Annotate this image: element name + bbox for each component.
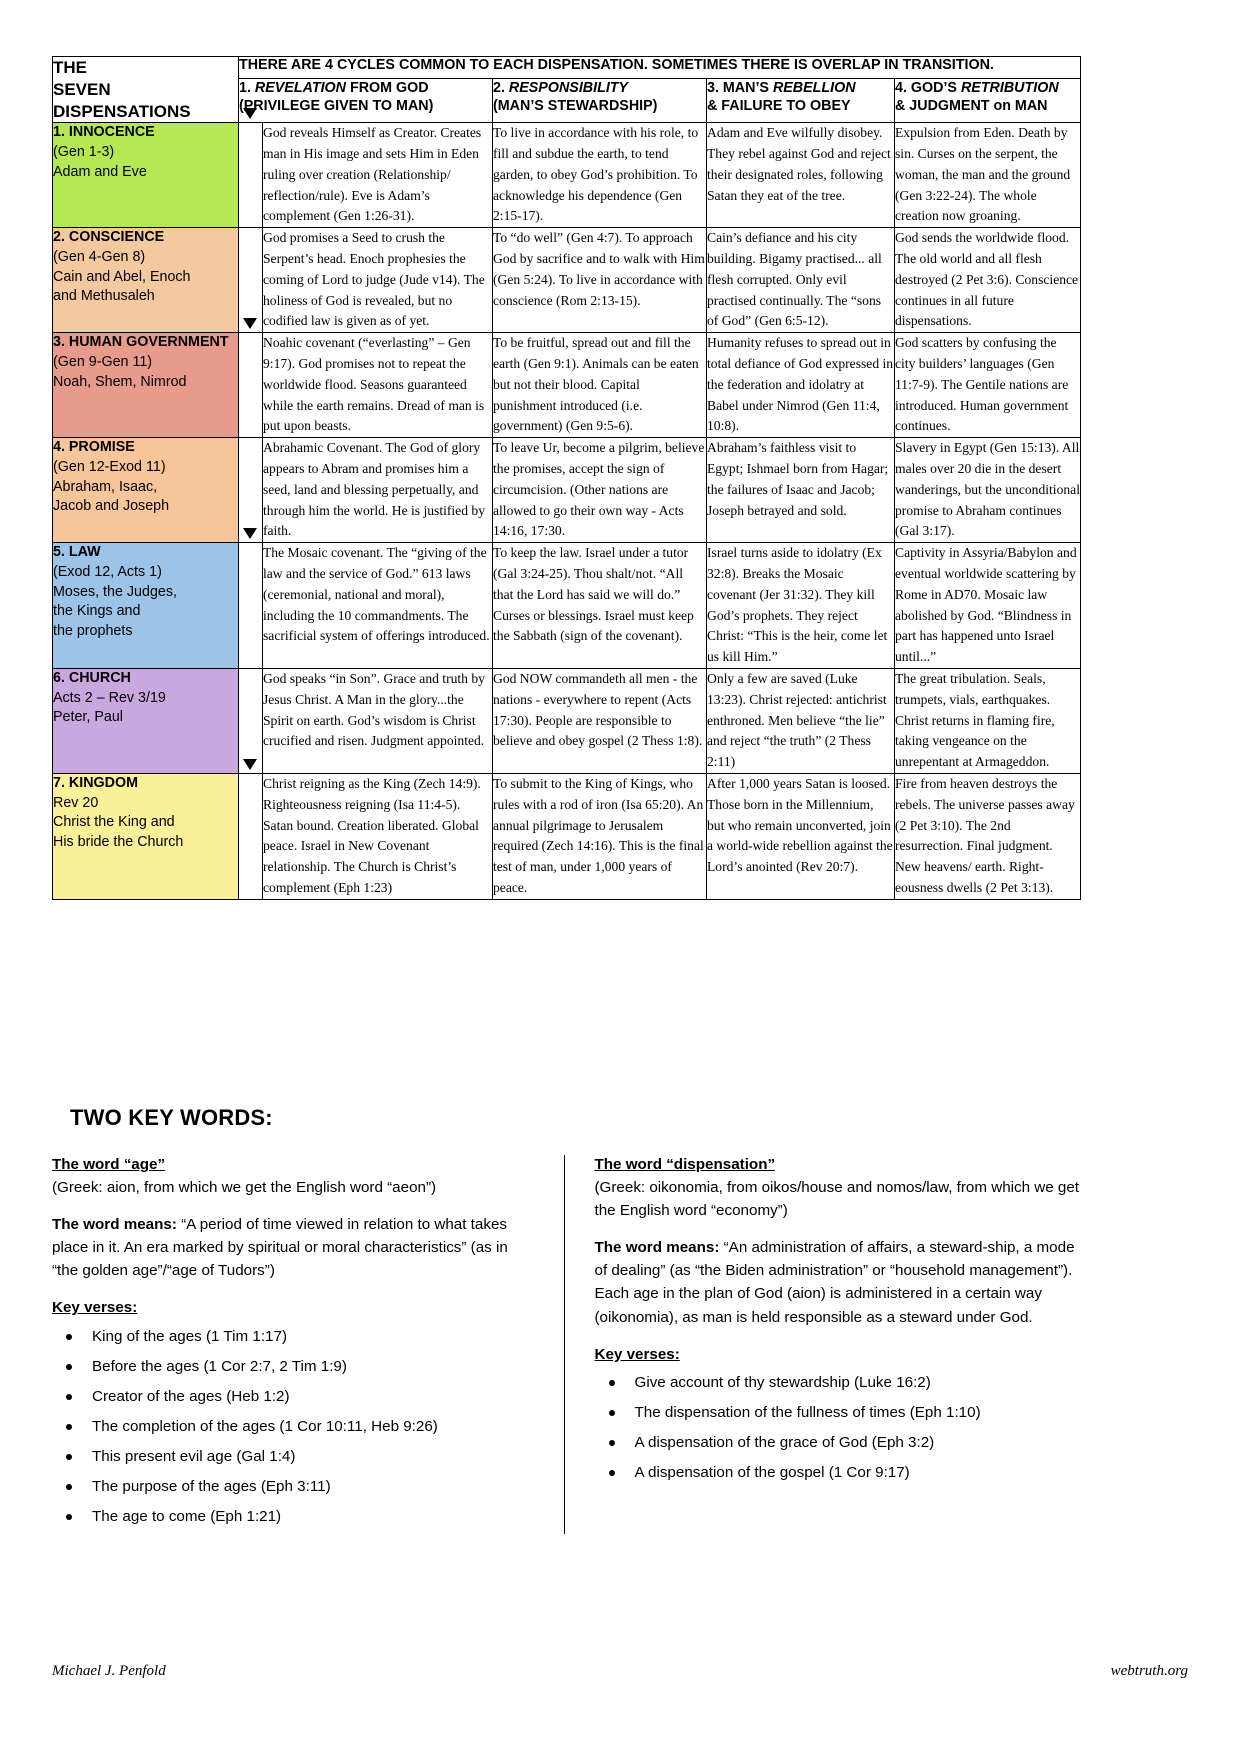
dispensation-verse-item: Give account of thy stewardship (Luke 16:2) bbox=[595, 1372, 1081, 1394]
cycle-2-cell: To submit to the King of Kings, who rules with a rod of iron (Isa 65:20). An annual pilgrimage to Jerusalem required (Zech 14:16). This is the final test of man, under 1,000 years of peace. bbox=[493, 773, 707, 899]
dispensation-means-text: “An administration of affairs, a steward-ship, a mode of dealing” (as “the Biden administration” or “household management”). Each age in the plan of God (aion) is administered in a certain way (oikonomia), as man is held responsible as a steward under God. bbox=[594, 1239, 1075, 1326]
author-name: Michael J. Penfold bbox=[52, 1663, 166, 1679]
dispensation-detail: Christ the King and bbox=[53, 814, 175, 831]
dispensation-detail: Noah, Shem, Nimrod bbox=[53, 373, 187, 390]
dispensation-word-heading: The word “dispensation” bbox=[594, 1156, 776, 1173]
age-means-text: “A period of time viewed in relation to what takes place in it. An era marked by spiritual or moral characteristics” (as in “the golden age”/“age of Tudors”) bbox=[52, 1216, 508, 1280]
age-verse-item: The completion of the ages (1 Cor 10:11, Heb 9:26) bbox=[52, 1416, 538, 1438]
cycle-4-cell: Fire from heaven destroys the rebels. The universe passes away (2 Pet 3:10). The 2nd resurrection. Final judgment. New heavens/ earth. Right-eousness dwells (2 Pet 3:13). bbox=[895, 773, 1081, 899]
cycle-4-cell: The great tribulation. Seals, trumpets, vials, earthquakes. Christ returns in flaming fire, taking vengeance on the unrepentant at Armageddon. bbox=[895, 668, 1081, 773]
age-word-heading: The word “age” bbox=[52, 1156, 166, 1173]
chart-title-cell bbox=[53, 57, 239, 123]
table-header-row bbox=[53, 57, 1081, 79]
dispensation-detail: (Exod 12, Acts 1) bbox=[53, 563, 162, 580]
dispensation-detail: the prophets bbox=[53, 623, 133, 640]
dispensation-means-label: The word means: bbox=[594, 1239, 720, 1257]
page-footer bbox=[52, 1663, 1188, 1680]
dispensation-detail: (Gen 4-Gen 8) bbox=[53, 248, 146, 265]
transition-arrow-cell bbox=[239, 123, 263, 228]
dispensation-verse-item: A dispensation of the gospel (1 Cor 9:17) bbox=[595, 1462, 1081, 1484]
cycle-2-cell: To be fruitful, spread out and fill the earth (Gen 9:1). Animals can be eaten but not their blood. Capital punishment introduced (i.e. government) (Gen 9:5-6). bbox=[493, 333, 707, 438]
age-key-verses-list bbox=[52, 1326, 538, 1528]
dispensation-detail: Acts 2 – Rev 3/19 bbox=[53, 689, 166, 706]
dispensation-name: 1. INNOCENCE bbox=[53, 124, 155, 141]
age-verse-item: This present evil age (Gal 1:4) bbox=[52, 1446, 538, 1468]
dispensation-key-verses-list bbox=[595, 1372, 1081, 1484]
cycle-2-cell: To keep the law. Israel under a tutor (Gal 3:24-25). Thou shalt/not. “All that the Lord has said we will do.” Curses or blessings. Israel must keep the Sabbath (sign of the covenant). bbox=[493, 543, 707, 669]
dispensation-row bbox=[53, 773, 1081, 899]
dispensation-detail: Jacob and Joseph bbox=[53, 498, 170, 515]
dispensation-row bbox=[53, 543, 1081, 669]
cycle-1-cell: God promises a Seed to crush the Serpent’s head. Enoch prophesies the coming of Lord to judge (Jude v14). The holiness of God is revealed, but no codified law is given as of yet. bbox=[263, 228, 493, 333]
dispensation-name-cell bbox=[53, 543, 239, 669]
cycle-1-cell: Abrahamic Covenant. The God of glory appears to Abram and promises him a seed, land and blessing perpetually, and through him the world. He is justified by faith. bbox=[263, 438, 493, 543]
chart-title-line: DISPENSATIONS bbox=[53, 101, 191, 121]
dispensation-row bbox=[53, 668, 1081, 773]
dispensation-row bbox=[53, 123, 1081, 228]
dispensation-name-cell bbox=[53, 228, 239, 333]
cycle-3-cell: Israel turns aside to idolatry (Ex 32:8). Breaks the Mosaic covenant (Jer 31:32). They kill God’s prophets. They reject Christ: “This is the heir, come let us kill Him.” bbox=[707, 543, 895, 669]
dispensation-detail: (Gen 1-3) bbox=[53, 143, 115, 160]
dispensation-name-cell bbox=[53, 123, 239, 228]
age-etymology: (Greek: aion, from which we get the English word “aeon”) bbox=[52, 1179, 437, 1197]
cycle-3-cell: After 1,000 years Satan is loosed. Those born in the Millennium, but who remain unconverted, join a world-wide rebellion against the Lord’s anointed (Rev 20:7). bbox=[707, 773, 895, 899]
dispensation-name: 4. PROMISE bbox=[53, 439, 135, 456]
dispensation-row bbox=[53, 228, 1081, 333]
age-meaning bbox=[52, 1213, 538, 1282]
dispensation-detail: and Methusaleh bbox=[53, 288, 155, 305]
dispensation-detail: Abraham, Isaac, bbox=[53, 478, 158, 495]
cycle-2-cell: To live in accordance with his role, to fill and subdue the earth, to tend garden, to obey God’s prohibition. To acknowledge his dependence (Gen 2:15-17). bbox=[493, 123, 707, 228]
dispensation-meaning bbox=[595, 1236, 1081, 1328]
cycle-header-2: 2. RESPONSIBILITY (MAN’S STEWARDSHIP) bbox=[493, 78, 707, 122]
age-verse-item: King of the ages (1 Tim 1:17) bbox=[52, 1326, 538, 1348]
cycle-header-3: 3. MAN’S REBELLION & FAILURE TO OBEY bbox=[707, 78, 895, 122]
cycle-3-cell: Cain’s defiance and his city building. Bigamy practised... all flesh corrupted. Only evil practised continually. The “sons of God” (Gen 6:5-12). bbox=[707, 228, 895, 333]
dispensation-name-cell bbox=[53, 773, 239, 899]
chart-title-line: THE bbox=[53, 58, 87, 77]
dispensation-detail: Peter, Paul bbox=[53, 709, 123, 726]
dispensation-detail: Cain and Abel, Enoch bbox=[53, 268, 191, 285]
transition-arrow-cell bbox=[239, 333, 263, 438]
dispensation-detail: His bride the Church bbox=[53, 834, 184, 851]
age-verse-item: Before the ages (1 Cor 2:7, 2 Tim 1:9) bbox=[52, 1356, 538, 1378]
key-word-age-column bbox=[52, 1153, 564, 1536]
dispensation-name: 2. CONSCIENCE bbox=[53, 229, 165, 246]
dispensation-detail: (Gen 12-Exod 11) bbox=[53, 458, 166, 475]
cycle-3-cell: Humanity refuses to spread out in total defiance of God expressed in the federation and idolatry at Babel under Nimrod (Gen 11:4, 10:8). bbox=[707, 333, 895, 438]
dispensation-detail: Moses, the Judges, bbox=[53, 583, 177, 600]
cycle-2-cell: To leave Ur, become a pilgrim, believe the promises, accept the sign of circumcision. (Other nations are allowed to go their own way - Acts 14:16, 17:30. bbox=[493, 438, 707, 543]
cycle-3-cell: Adam and Eve wilfully disobey. They rebel against God and reject their designated roles, following Satan they eat of the tree. bbox=[707, 123, 895, 228]
cycle-4-cell: Slavery in Egypt (Gen 15:13). All males over 20 die in the desert wanderings, but the unconditional promise to Abraham continues (Gal 3:17). bbox=[895, 438, 1081, 543]
age-verse-item: The age to come (Eph 1:21) bbox=[52, 1506, 538, 1528]
dispensation-verse-item: The dispensation of the fullness of times (Eph 1:10) bbox=[595, 1402, 1081, 1424]
cycle-header-1: 1. REVELATION FROM GOD (PRIVILEGE GIVEN TO MAN) bbox=[239, 78, 493, 122]
cycle-2-cell: God NOW commandeth all men - the nations - everywhere to repent (Acts 17:30). People are responsible to believe and obey gospel (2 Thess 1:8). bbox=[493, 668, 707, 773]
dispensation-name: 5. LAW bbox=[53, 544, 101, 561]
dispensation-name: 3. HUMAN GOVERNMENT bbox=[53, 334, 229, 351]
cycle-4-cell: Expulsion from Eden. Death by sin. Curses on the serpent, the woman, the man and the ground (Gen 3:22-24). The whole creation now groaning. bbox=[895, 123, 1081, 228]
cycle-3-cell: Abraham’s faithless visit to Egypt; Ishmael born from Hagar; the failures of Isaac and Jacob; Joseph betrayed and sold. bbox=[707, 438, 895, 543]
dispensation-detail: Rev 20 bbox=[53, 794, 99, 811]
two-key-words-section bbox=[52, 1105, 1080, 1536]
cycle-4-cell: Captivity in Assyria/Babylon and eventual worldwide scattering by Rome in AD70. Mosaic law abolished by God. “Blindness in part has happened unto Israel until...” bbox=[895, 543, 1081, 669]
dispensation-row bbox=[53, 438, 1081, 543]
cycle-3-cell: Only a few are saved (Luke 13:23). Christ rejected: antichrist enthroned. Men believe “the lie” and reject “the truth” (2 Thess 2:11) bbox=[707, 668, 895, 773]
seven-dispensations-table bbox=[52, 56, 1081, 900]
cycle-1-cell: Noahic covenant (“everlasting” – Gen 9:17). God promises not to repeat the worldwide flood. Seasons guaranteed while the earth remains. Dread of man is put upon beasts. bbox=[263, 333, 493, 438]
age-verse-item: Creator of the ages (Heb 1:2) bbox=[52, 1386, 538, 1408]
dispensation-detail: Adam and Eve bbox=[53, 163, 147, 180]
cycle-1-cell: The Mosaic covenant. The “giving of the law and the service of God.” 613 laws (ceremonial, national and moral), including the 10 commandments. The sacrificial system of offerings introduced. bbox=[263, 543, 493, 669]
two-key-words-heading: TWO KEY WORDS: bbox=[70, 1105, 273, 1130]
cycle-1-cell: Christ reigning as the King (Zech 14:9). Righteousness reigning (Isa 11:4-5). Satan bound. Creation liberated. Global peace. Israel in New Covenant relationship. The Church is Christ’s complement (Eph 1:23) bbox=[263, 773, 493, 899]
transition-arrow-cell bbox=[239, 668, 263, 773]
cycle-4-cell: God scatters by confusing the city builders’ languages (Gen 11:7-9). The Gentile nations are introduced. Human government continues. bbox=[895, 333, 1081, 438]
website-name: webtruth.org bbox=[1110, 1663, 1188, 1679]
dispensation-name: 6. CHURCH bbox=[53, 669, 131, 686]
key-word-dispensation-column bbox=[565, 1153, 1081, 1536]
transition-arrow-cell bbox=[239, 773, 263, 899]
transition-arrow-cell bbox=[239, 543, 263, 669]
dispensation-etymology: (Greek: oikonomia, from oikos/house and nomos/law, from which we get the English word “economy”) bbox=[594, 1179, 1080, 1220]
dispensations-chart bbox=[52, 56, 1080, 900]
cycle-header-4: 4. GOD’S RETRIBUTION & JUDGMENT on MAN bbox=[895, 78, 1081, 122]
dispensation-detail: the Kings and bbox=[53, 603, 141, 620]
cycle-1-cell: God speaks “in Son”. Grace and truth by Jesus Christ. A Man in the glory...the Spirit on earth. God’s wisdom is Christ crucified and risen. Judgment appointed. bbox=[263, 668, 493, 773]
transition-arrow-cell bbox=[239, 228, 263, 333]
cycle-2-cell: To “do well” (Gen 4:7). To approach God by sacrifice and to walk with Him (Gen 5:24). To live in accordance with conscience (Rom 2:13-15). bbox=[493, 228, 707, 333]
dispensation-key-verses-label: Key verses: bbox=[594, 1345, 680, 1363]
cycles-banner: THERE ARE 4 CYCLES COMMON TO EACH DISPENSATION. SOMETIMES THERE IS OVERLAP IN TRANSITION. bbox=[239, 57, 1081, 79]
dispensation-verse-item: A dispensation of the grace of God (Eph 3:2) bbox=[595, 1432, 1081, 1454]
chart-title-line: SEVEN bbox=[53, 79, 111, 99]
dispensation-name-cell bbox=[53, 333, 239, 438]
cycle-1-cell: God reveals Himself as Creator. Creates man in His image and sets Him in Eden ruling over creation (Relationship/ reflection/rule). Eve is Adam’s complement (Gen 1:26-31). bbox=[263, 123, 493, 228]
age-key-verses-label: Key verses: bbox=[52, 1299, 138, 1317]
dispensation-name: 7. KINGDOM bbox=[53, 774, 138, 791]
dispensation-detail: (Gen 9-Gen 11) bbox=[53, 353, 153, 370]
dispensation-name-cell bbox=[53, 438, 239, 543]
cycle-4-cell: God sends the worldwide flood. The old world and all flesh destroyed (2 Pet 3:6). Conscience continues in all future dispensations. bbox=[895, 228, 1081, 333]
transition-arrow-cell bbox=[239, 438, 263, 543]
age-means-label: The word means: bbox=[52, 1216, 177, 1234]
dispensation-name-cell bbox=[53, 668, 239, 773]
age-verse-item: The purpose of the ages (Eph 3:11) bbox=[52, 1476, 538, 1498]
dispensation-row bbox=[53, 333, 1081, 438]
